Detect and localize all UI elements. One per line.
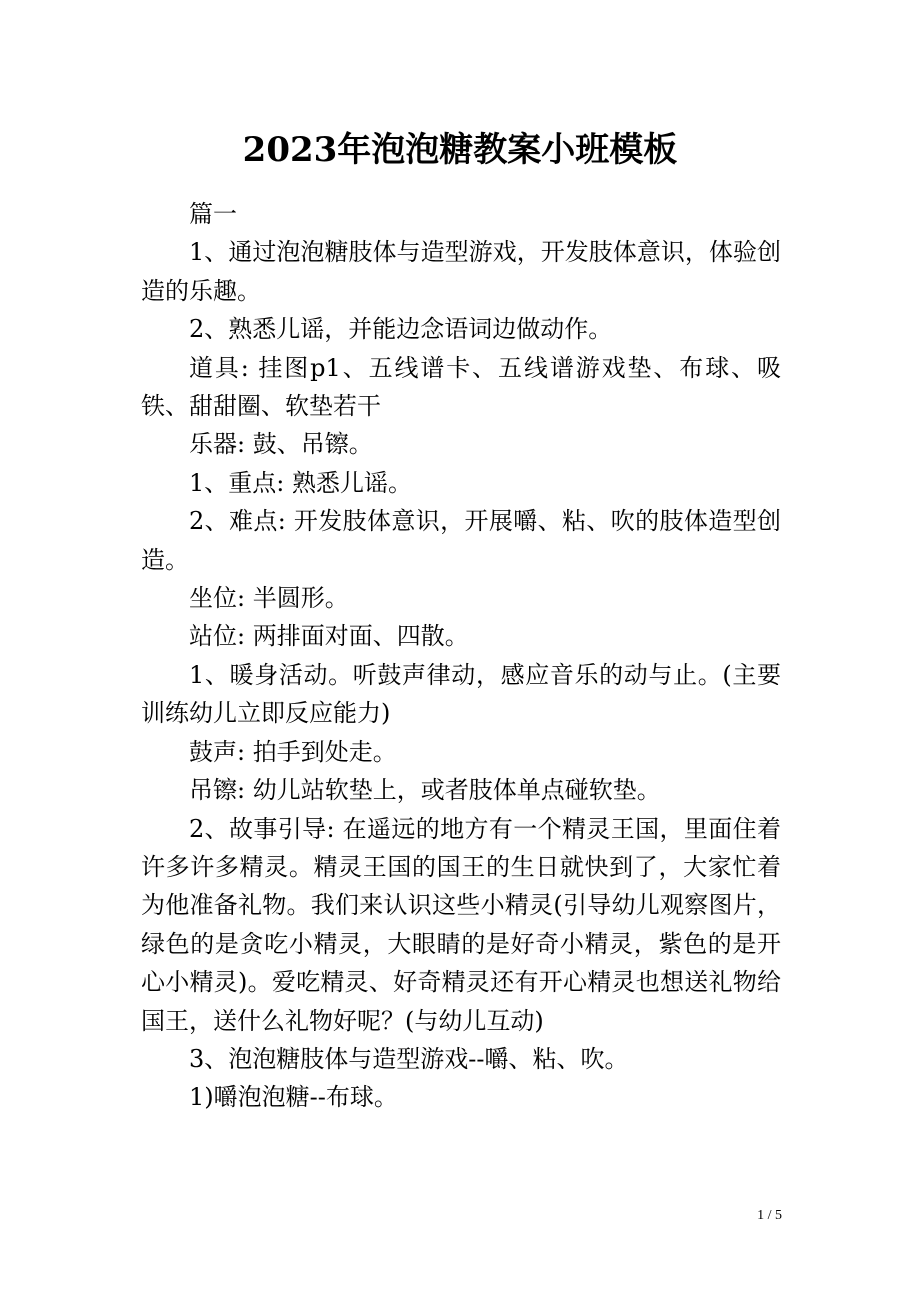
paragraph: 3、泡泡糖肢体与造型游戏--嚼、粘、吹。 [189,1044,629,1073]
paragraph: 乐器: 鼓、吊镲。 [189,430,373,459]
paragraph: 篇一 [189,200,237,228]
paragraph: 1、重点: 熟悉儿谣。 [189,468,412,497]
paragraph: 坐位: 半圆形。 [189,584,349,613]
paragraph: 吊镲: 幼儿站软垫上，或者肢体单点碰软垫。 [189,776,661,805]
paragraph: 2、难点: 开发肢体意识，开展嚼、粘、吹的肢体造型创造。 [141,507,781,574]
paragraph: 1)嚼泡泡糖--布球。 [189,1083,398,1112]
document-title: 2023年泡泡糖教案小班模板 [242,130,678,170]
document-body [141,195,781,1117]
paragraph: 站位: 两排面对面、四散。 [189,622,469,651]
page-number: 1 / 5 [757,1208,782,1223]
paragraph: 1、通过泡泡糖肢体与造型游戏，开发肢体意识，体验创造的乐趣。 [141,238,781,305]
paragraph: 2、熟悉儿谣，并能边念语词边做动作。 [189,315,613,344]
paragraph: 2、故事引导: 在遥远的地方有一个精灵王国，里面住着许多许多精灵。精灵王国的国王的生日就快到了，大家忙着为他准备礼物。我们来认识这些小精灵(引导幼儿观察图片，绿色的是贪吃小精灵，大眼睛的是好奇小精灵，紫色的是开心小精灵)。爱吃精灵、好奇精灵还有开心精灵也想送礼物给国王，送什么礼物好呢？(与幼儿互动) [141,814,781,1035]
paragraph: 鼓声: 拍手到处走。 [189,737,397,766]
paragraph: 1、暖身活动。听鼓声律动，感应音乐的动与止。(主要训练幼儿立即反应能力) [141,660,781,728]
paragraph: 道具: 挂图p1、五线谱卡、五线谱游戏垫、布球、吸铁、甜甜圈、软垫若干 [141,353,781,421]
